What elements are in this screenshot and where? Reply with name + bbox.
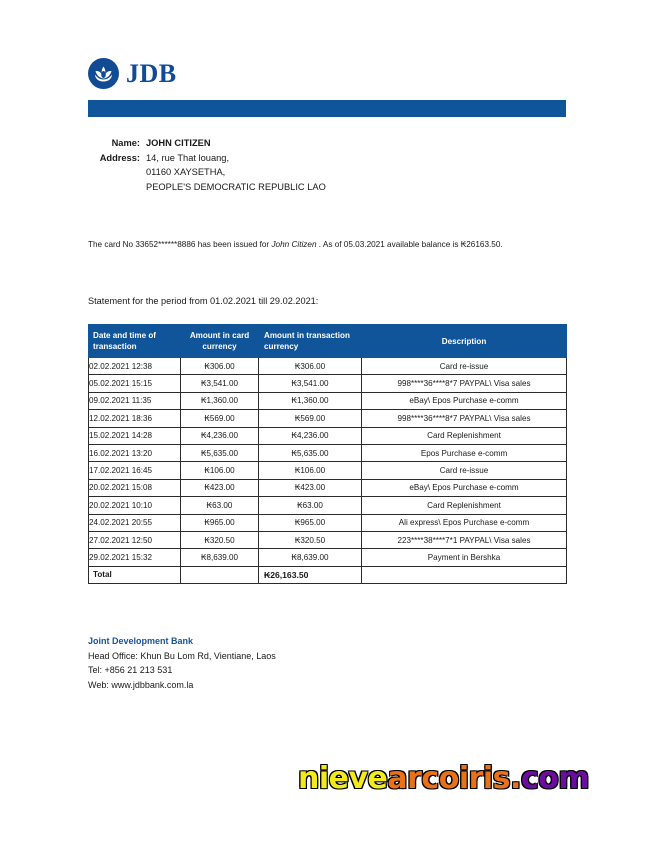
table-row xyxy=(89,549,567,566)
issued-prefix: The card No 33652******8886 has been issued for xyxy=(88,240,272,249)
cell-date: 27.02.2021 12:50 xyxy=(89,531,181,548)
table-row xyxy=(89,479,567,496)
cell-description: eBay\ Epos Purchase e-comm xyxy=(362,479,567,496)
cell-date: 24.02.2021 20:55 xyxy=(89,514,181,531)
table-row xyxy=(89,531,567,548)
cell-transaction-amount: ₭965.00 xyxy=(259,514,362,531)
column-header-date: Date and time of transaction xyxy=(89,325,181,358)
table-row xyxy=(89,375,567,392)
address-line-2: 01160 XAYSETHA, xyxy=(146,167,226,178)
cell-card-amount: ₭4,236.00 xyxy=(181,427,259,444)
watermark-part-3: com xyxy=(520,761,590,796)
cell-card-amount: ₭1,360.00 xyxy=(181,392,259,409)
cell-card-amount: ₭8,639.00 xyxy=(181,549,259,566)
cell-transaction-amount: ₭306.00 xyxy=(259,358,362,375)
cell-description: 998****36****8*7 PAYPAL\ Visa sales xyxy=(362,410,567,427)
table-row xyxy=(89,514,567,531)
watermark xyxy=(298,762,589,796)
card-issued-statement xyxy=(88,239,568,251)
table-row xyxy=(89,497,567,514)
table-row xyxy=(89,444,567,461)
statement-period: Statement for the period from 01.02.2021 till 29.02.2021: xyxy=(88,296,319,306)
table-header-row xyxy=(89,325,567,358)
name-label: Name: xyxy=(111,138,140,148)
footer-telephone: Tel: +856 21 213 531 xyxy=(88,665,173,676)
logo-text: JDB xyxy=(126,58,177,88)
table-row xyxy=(89,392,567,409)
cell-transaction-amount: ₭4,236.00 xyxy=(259,427,362,444)
cell-transaction-amount: ₭320.50 xyxy=(259,531,362,548)
table-row xyxy=(89,462,567,479)
address-line-1: 14, rue That louang, xyxy=(146,152,230,163)
bank-footer xyxy=(88,634,276,692)
cell-description: eBay\ Epos Purchase e-comm xyxy=(362,392,567,409)
column-header-transaction-amount: Amount in transaction currency xyxy=(259,325,362,358)
cell-description: Card re-issue xyxy=(362,358,567,375)
cell-card-amount: ₭3,541.00 xyxy=(181,375,259,392)
transactions-table-body xyxy=(89,358,567,584)
cell-date: 05.02.2021 15:15 xyxy=(89,375,181,392)
jdb-lotus-logo-icon xyxy=(88,58,119,89)
address-label-spacer-2 xyxy=(88,180,146,195)
customer-details xyxy=(88,136,518,194)
table-row xyxy=(89,427,567,444)
cell-transaction-amount: ₭423.00 xyxy=(259,479,362,496)
column-header-description: Description xyxy=(362,325,567,358)
issued-suffix: . As of 05.03.2021 available balance is ₭26163.50. xyxy=(316,240,503,249)
cell-date: 12.02.2021 18:36 xyxy=(89,410,181,427)
cell-date: 17.02.2021 16:45 xyxy=(89,462,181,479)
cell-card-amount: ₭106.00 xyxy=(181,462,259,479)
cell-description: 223****38****7*1 PAYPAL\ Visa sales xyxy=(362,531,567,548)
cell-transaction-amount: ₭569.00 xyxy=(259,410,362,427)
cell-description: Epos Purchase e-comm xyxy=(362,444,567,461)
transactions-table-wrapper xyxy=(88,324,566,584)
cell-transaction-amount: ₭3,541.00 xyxy=(259,375,362,392)
cell-card-amount: ₭423.00 xyxy=(181,479,259,496)
cell-date: 09.02.2021 11:35 xyxy=(89,392,181,409)
cell-description: Card Replenishment xyxy=(362,497,567,514)
address-label-spacer xyxy=(88,165,146,180)
cell-description: 998****36****8*7 PAYPAL\ Visa sales xyxy=(362,375,567,392)
cell-transaction-amount: ₭8,639.00 xyxy=(259,549,362,566)
table-row xyxy=(89,358,567,375)
customer-address-row-3 xyxy=(88,180,518,195)
footer-bank-name: Joint Development Bank xyxy=(88,636,194,646)
address-line-3: PEOPLE'S DEMOCRATIC REPUBLIC LAO xyxy=(146,181,326,192)
cell-transaction-amount: ₭63.00 xyxy=(259,497,362,514)
cell-date: 02.02.2021 12:38 xyxy=(89,358,181,375)
cell-date: 15.02.2021 14:28 xyxy=(89,427,181,444)
cell-total-transaction-amount: ₭26,163.50 xyxy=(259,566,362,583)
cell-total-description xyxy=(362,566,567,583)
cell-description: Card Replenishment xyxy=(362,427,567,444)
cell-date: 20.02.2021 10:10 xyxy=(89,497,181,514)
header-blue-bar xyxy=(88,100,566,117)
table-row xyxy=(89,410,567,427)
footer-head-office: Head Office: Khun Bu Lom Rd, Vientiane, Laos xyxy=(88,650,276,661)
watermark-part-1: nieve xyxy=(298,761,388,796)
cell-card-amount: ₭5,635.00 xyxy=(181,444,259,461)
transactions-table xyxy=(88,324,567,584)
watermark-part-2: arcoiris. xyxy=(387,761,521,796)
customer-name-row xyxy=(88,136,518,151)
cell-description: Payment in Bershka xyxy=(362,549,567,566)
cell-transaction-amount: ₭106.00 xyxy=(259,462,362,479)
issued-holder-name: John Citizen xyxy=(271,240,317,249)
address-label: Address: xyxy=(99,152,140,163)
column-header-card-amount: Amount in card currency xyxy=(181,325,259,358)
cell-date: 29.02.2021 15:32 xyxy=(89,549,181,566)
footer-website: Web: www.jdbbank.com.la xyxy=(88,679,194,690)
cell-card-amount: ₭320.50 xyxy=(181,531,259,548)
cell-description: Card re-issue xyxy=(362,462,567,479)
cell-description: Ali express\ Epos Purchase e-comm xyxy=(362,514,567,531)
cell-card-amount: ₭63.00 xyxy=(181,497,259,514)
cell-date: 16.02.2021 13:20 xyxy=(89,444,181,461)
table-total-row xyxy=(89,566,567,583)
customer-address-row-1 xyxy=(88,151,518,166)
cell-card-amount: ₭965.00 xyxy=(181,514,259,531)
cell-card-amount: ₭306.00 xyxy=(181,358,259,375)
cell-transaction-amount: ₭1,360.00 xyxy=(259,392,362,409)
customer-address-row-2 xyxy=(88,165,518,180)
cell-card-amount: ₭569.00 xyxy=(181,410,259,427)
name-value: JOHN CITIZEN xyxy=(146,138,211,148)
cell-transaction-amount: ₭5,635.00 xyxy=(259,444,362,461)
cell-total-card-amount xyxy=(181,566,259,583)
bank-logo xyxy=(88,58,177,89)
cell-total-label: Total xyxy=(89,566,181,583)
cell-date: 20.02.2021 15:08 xyxy=(89,479,181,496)
